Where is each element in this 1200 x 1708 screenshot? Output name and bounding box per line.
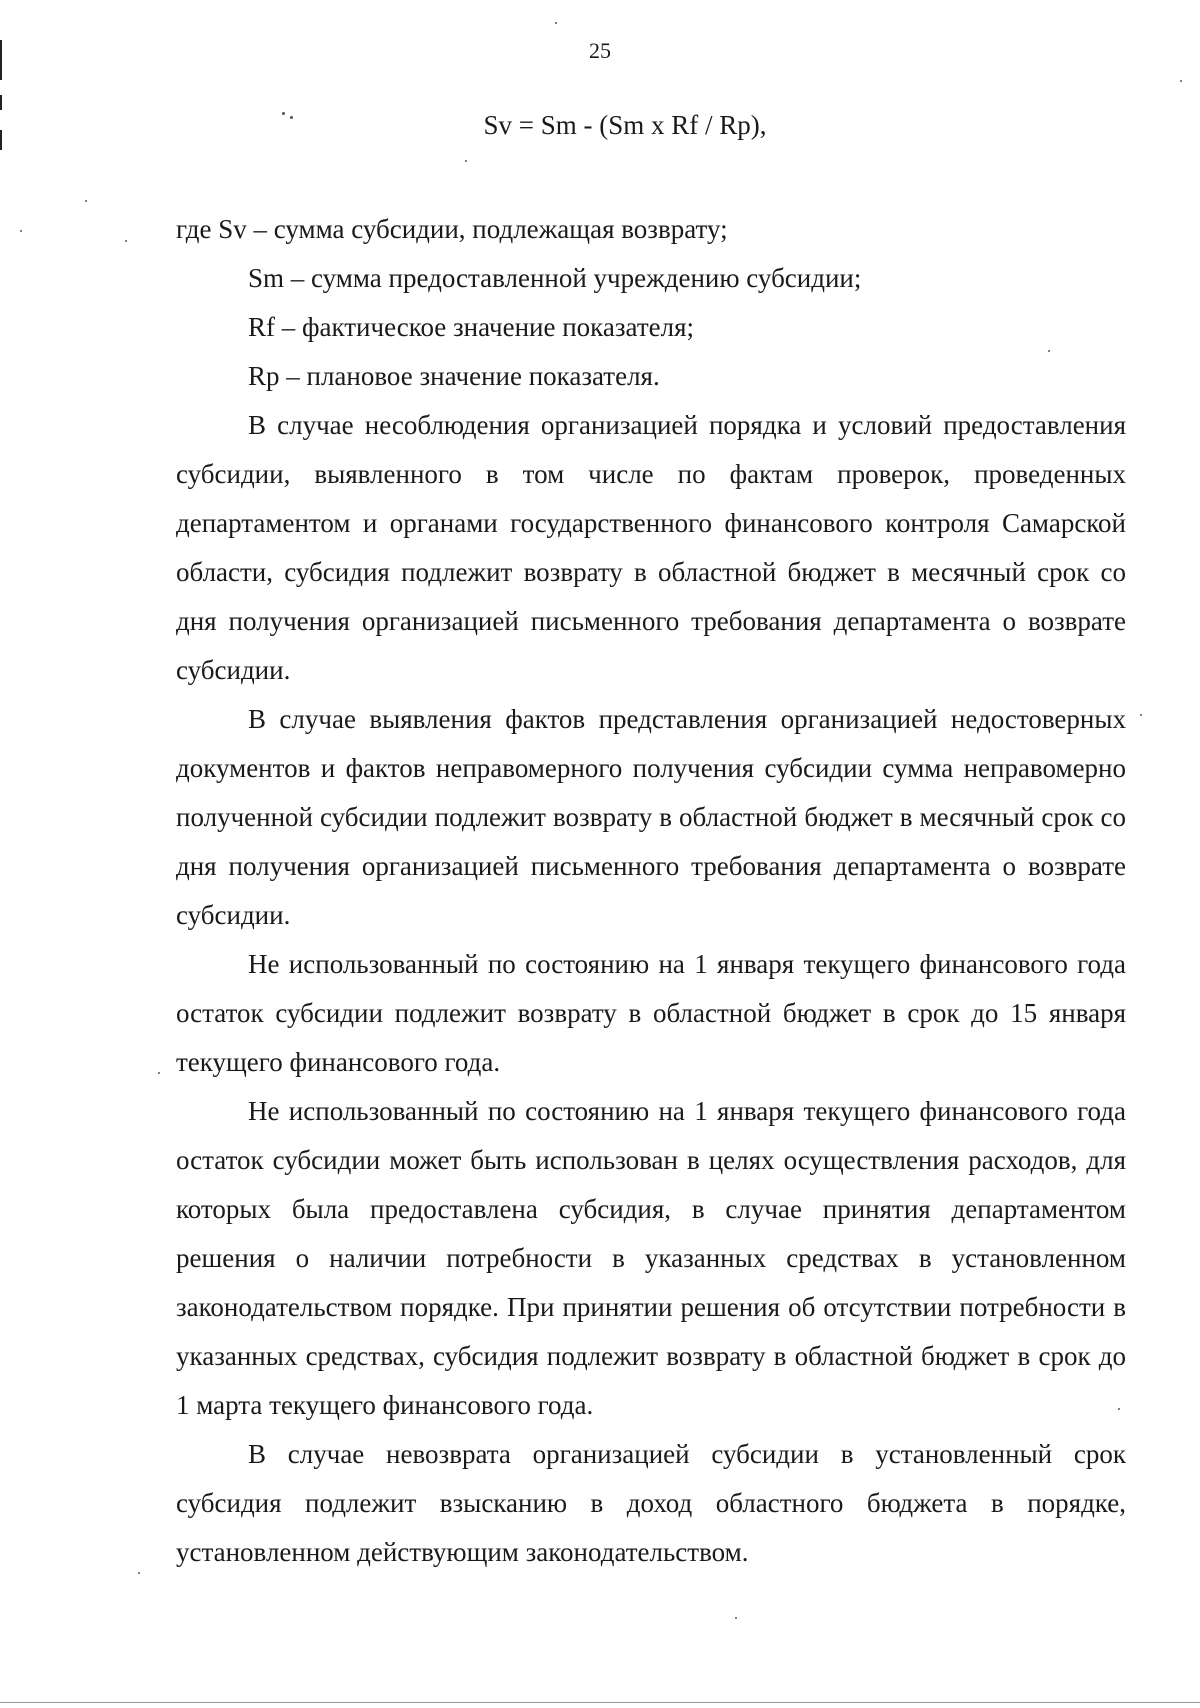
legend-item: Rp – плановое значение показателя. xyxy=(248,361,660,391)
legend-item: где Sv – сумма субсидии, подлежащая возврату; xyxy=(176,214,728,244)
paragraph: Не использованный по состоянию на 1 января текущего финансового года остаток субсидии подлежит возврату в областной бюджет в срок до 15 января текущего финансового года. xyxy=(176,949,1126,1077)
scan-speck xyxy=(158,1072,160,1074)
scan-speck xyxy=(555,22,557,24)
scan-speck xyxy=(1140,714,1142,716)
scan-bottom-edge xyxy=(0,1702,1200,1703)
paragraph: В случае невозврата организацией субсидии в установленный срок субсидия подлежит взысканию в доход областного бюджета в порядке, установленном действующим законодательством. xyxy=(176,1439,1126,1567)
scan-speck xyxy=(465,160,467,162)
paragraph: В случае несоблюдения организацией порядка и условий предоставления субсидии, выявленного в том числе по фактам проверок, проведенных департаментом и органами государственного финансового контроля Самарской области, субсидия подлежит возврату в областной бюджет в месячный срок со дня получения организацией письменного требования департамента о возврате субсидии. xyxy=(176,410,1126,685)
document-body xyxy=(176,205,1126,1577)
scan-speck xyxy=(735,1617,737,1619)
paragraph: Не использованный по состоянию на 1 января текущего финансового года остаток субсидии может быть использован в целях осуществления расходов, для которых была предоставлена субсидия, в случае принятия департаментом решения о наличии потребности в указанных средствах в установленном законодательством порядке. При принятии решения об отсутствии потребности в указанных средствах, субсидия подлежит возврату в областной бюджет в срок до 1 марта текущего финансового года. xyxy=(176,1096,1126,1420)
scan-speck xyxy=(125,240,127,242)
formula: Sv = Sm - (Sm x Rf / Rp), xyxy=(483,110,767,140)
paragraph: В случае выявления фактов представления организацией недостоверных документов и фактов неправомерного получения субсидии сумма неправомерно полученной субсидии подлежит возврату в областной бюджет в месячный срок со дня получения организацией письменного требования департамента о возврате субсидии. xyxy=(176,704,1126,930)
legend-item: Rf – фактическое значение показателя; xyxy=(248,312,695,342)
scan-speck xyxy=(20,230,22,232)
scan-speck xyxy=(85,200,87,202)
scan-edge-mark xyxy=(0,95,2,110)
page-number: 25 xyxy=(589,38,611,63)
scan-speck xyxy=(1180,80,1182,82)
scan-speck xyxy=(138,1572,140,1574)
legend-item: Sm – сумма предоставленной учреждению субсидии; xyxy=(248,263,862,293)
